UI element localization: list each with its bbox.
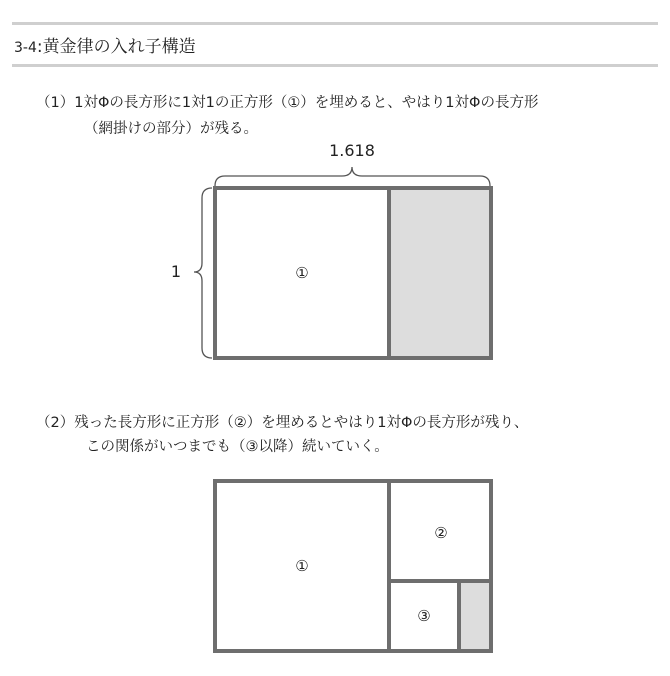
square2-label: ② xyxy=(434,524,448,542)
section-separator: : xyxy=(36,37,43,57)
height-brace xyxy=(194,188,212,358)
remaining-rectangle-shaded xyxy=(389,188,491,358)
width-label: 1.618 xyxy=(329,141,375,160)
golden-rectangle xyxy=(215,481,491,651)
width-brace xyxy=(215,167,490,186)
step2-text-line1: （2）残った長方形に正方形（②）を埋めるとやはり1対Φの長方形が残り、 xyxy=(36,415,529,431)
figure1 xyxy=(171,141,491,358)
step1-text-line1: （1）1対Φの長方形に1対1の正方形（①）を埋めると、やはり1対Φの長方形 xyxy=(36,95,539,111)
square1-label: ① xyxy=(295,264,309,282)
square3-label: ③ xyxy=(417,607,431,625)
remaining-rectangle-shaded xyxy=(459,581,491,651)
square1-label: ① xyxy=(295,557,309,575)
step2-text-line2: この関係がいつまでも（③以降）続いていく。 xyxy=(86,439,389,455)
figure2 xyxy=(215,481,491,651)
section-title: 黄金律の入れ子構造 xyxy=(42,37,196,57)
section-number: 3-4 xyxy=(14,40,37,56)
height-label: 1 xyxy=(170,262,182,281)
step1-text-line2: （網掛けの部分）が残る。 xyxy=(84,121,258,137)
